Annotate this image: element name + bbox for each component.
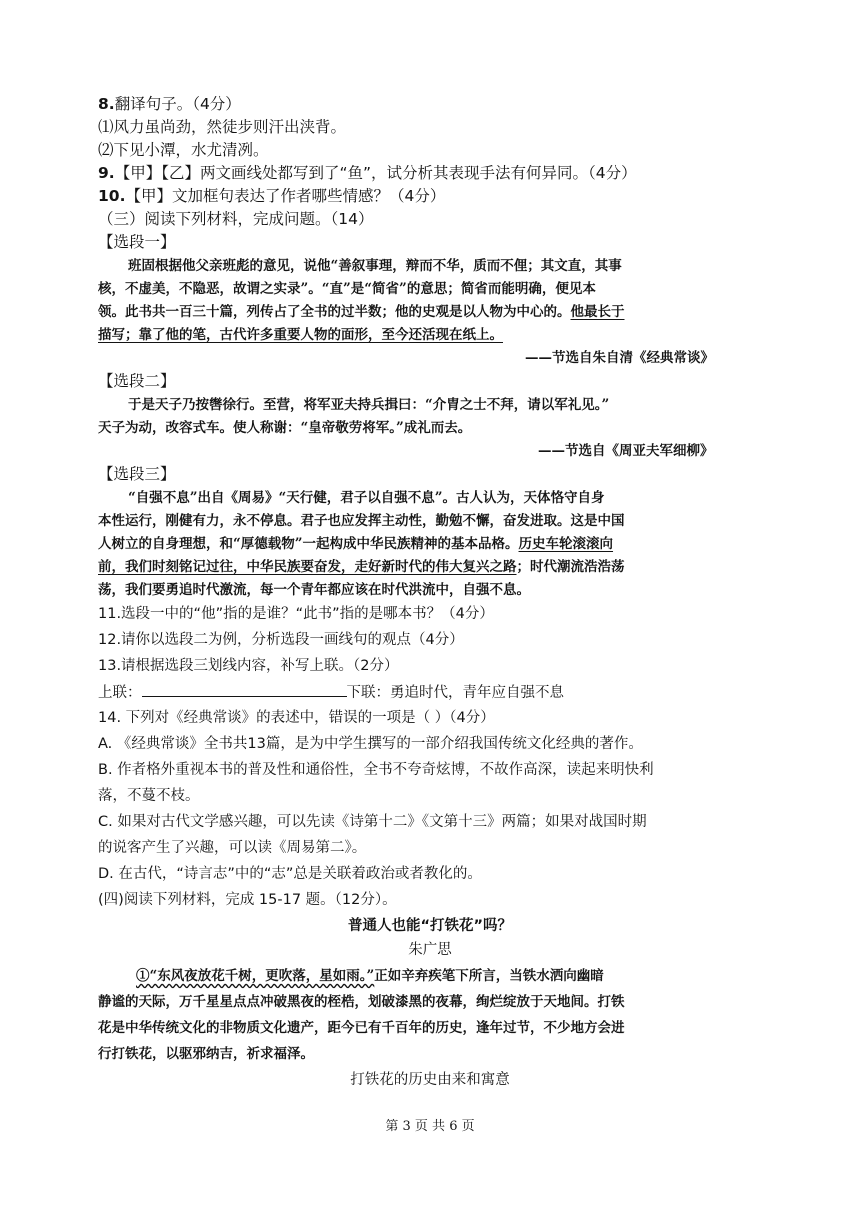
passage2-line-1: 于是天子乃按辔徐行。至营，将军亚夫持兵揖曰：“介胄之士不拜，请以军礼见。”	[128, 397, 610, 413]
passage3-line-3	[98, 534, 613, 554]
q10-number: 10.	[98, 187, 126, 205]
article-para1-quote: ①“东风夜放花千树，更吹落，星如雨。”	[136, 968, 375, 984]
q11: 11.选段一中的“他”指的是谁？“此书”指的是哪本书？（4分）	[98, 606, 494, 622]
q14-option-b-cont: 落，不蔓不枝。	[98, 788, 200, 804]
passage1-line-2: 核，不虚美，不隐恶，故谓之实录”。“直”是“简省”的意思；简省而能明确，便见本	[98, 281, 596, 297]
q14-stem: 14. 下列对《经典常谈》的表述中，错误的一项是（ ）（4分）	[98, 710, 495, 726]
article-para1-line-3: 花是中华传统文化的非物质文化遗产，距今已有千百年的历史，逢年过节，不少地方会进	[98, 1020, 625, 1036]
q13: 13.请根据选段三划线内容，补写上联。（2分）	[98, 658, 399, 674]
article-title: 普通人也能“打铁花”吗？	[347, 918, 513, 934]
passage1-label: 【选段一】	[98, 233, 176, 251]
passage3-line-3-plain: 人树立的自身理想，和“厚德载物”一起构成中华民族精神的基本品格。	[98, 536, 519, 552]
q8-item-2: ⑵下见小潭，水尤清冽。	[98, 141, 269, 159]
section4-heading: (四)阅读下列材料，完成 15-17 题。（12分）。	[98, 892, 397, 908]
passage3-line-4-underlined: 前，我们时刻铭记过往，中华民族要奋发，走好新时代的伟大复兴之路	[98, 559, 517, 575]
q8-title	[98, 94, 241, 114]
q12: 12.请你以选段二为例，分析选段一画线句的观点（4分）	[98, 632, 464, 648]
q14-option-c-cont: 的说客产生了兴趣，可以读《周易第二》。	[98, 840, 367, 856]
passage2-line-2: 天子为动，改容式车。使人称谢：“皇帝敬劳将军。”成礼而去。	[98, 420, 472, 436]
q14-option-a: A. 《经典常谈》全书共13篇，是为中学生撰写的一部介绍我国传统文化经典的著作。	[98, 736, 643, 752]
article-para1-line-1	[136, 966, 604, 986]
q9	[98, 163, 637, 183]
article-subheading: 打铁花的历史由来和寓意	[350, 1072, 510, 1088]
q9-text: 【甲】【乙】两文画线处都写到了“鱼”，试分析其表现手法有何异同。（4分）	[114, 164, 637, 182]
passage3-line-5: 荡，我们要勇追时代激流，每一个青年都应该在时代洪流中，自强不息。	[98, 582, 530, 598]
q13-answer-blank[interactable]	[142, 682, 347, 697]
q13-couplet	[98, 682, 564, 703]
q14-option-d: D. 在古代，“诗言志”中的“志”总是关联着政治或者教化的。	[98, 866, 482, 882]
q13-upper-label: 上联：	[98, 685, 142, 701]
article-para1-line-2: 静谧的天际，万千星星点点冲破黑夜的桎梏，划破漆黑的夜幕，绚烂绽放于天地间。打铁	[98, 994, 625, 1010]
q14-option-c: C. 如果对古代文学感兴趣，可以先读《诗第十二》《文第十三》两篇；如果对战国时期	[98, 814, 647, 830]
passage3-line-4-plain: ；时代潮流浩浩荡	[516, 559, 625, 575]
section3-heading: （三）阅读下列材料，完成问题。（14）	[98, 210, 374, 228]
passage3-line-3-underlined: 历史车轮滚滚向	[518, 536, 614, 552]
q8-title-text: 翻译句子。（4分）	[114, 95, 241, 113]
passage1-source: ——节选自朱自清《经典常谈》	[525, 350, 714, 366]
passage1-underlined-a: 他最长于	[570, 304, 625, 320]
q10-text: 【甲】文加框句表达了作者哪些情感？（4分）	[125, 187, 446, 205]
passage1-underlined-b: 描写；靠了他的笔，古代许多重要人物的面形，至今还活现在纸上。	[98, 327, 503, 343]
page-footer: 第 3 页 共 6 页	[385, 1119, 475, 1134]
q9-number: 9.	[98, 164, 115, 182]
q13-lower-line: 下联：勇追时代，青年应自强不息	[346, 685, 564, 701]
q10	[98, 186, 445, 206]
q8-number: 8.	[98, 95, 115, 113]
passage3-line-4	[98, 557, 625, 577]
passage1-line-3	[98, 302, 625, 322]
passage2-source: ——节选自《周亚夫军细柳》	[538, 443, 714, 459]
passage1-line-1: 班固根据他父亲班彪的意见，说他“善叙事理，辩而不华，质而不俚；其文直，其事	[128, 258, 622, 274]
passage2-label: 【选段二】	[98, 372, 176, 390]
article-para1-rest: 正如辛弃疾笔下所言，当铁水洒向幽暗	[374, 968, 604, 984]
passage3-label: 【选段三】	[98, 465, 176, 483]
q14-option-b: B. 作者格外重视本书的普及性和通俗性，全书不夸奇炫博，不故作高深，读起来明快利	[98, 762, 654, 778]
article-author: 朱广思	[408, 942, 452, 958]
article-para1-line-4: 行打铁花，以驱邪纳吉，祈求福泽。	[98, 1046, 314, 1062]
q8-item-1: ⑴风力虽尚劲，然徒步则汗出浃背。	[98, 118, 347, 136]
passage1-line-3-text: 领。此书共一百三十篇，列传占了全书的过半数；他的史观是以人物为中心的。	[98, 304, 571, 320]
passage3-line-1: “自强不息”出自《周易》“天行健，君子以自强不息”。古人认为，天体恪守自身	[128, 490, 605, 506]
passage3-line-2: 本性运行，刚健有力，永不停息。君子也应发挥主动性，勤勉不懈，奋发进取。这是中国	[98, 513, 625, 529]
